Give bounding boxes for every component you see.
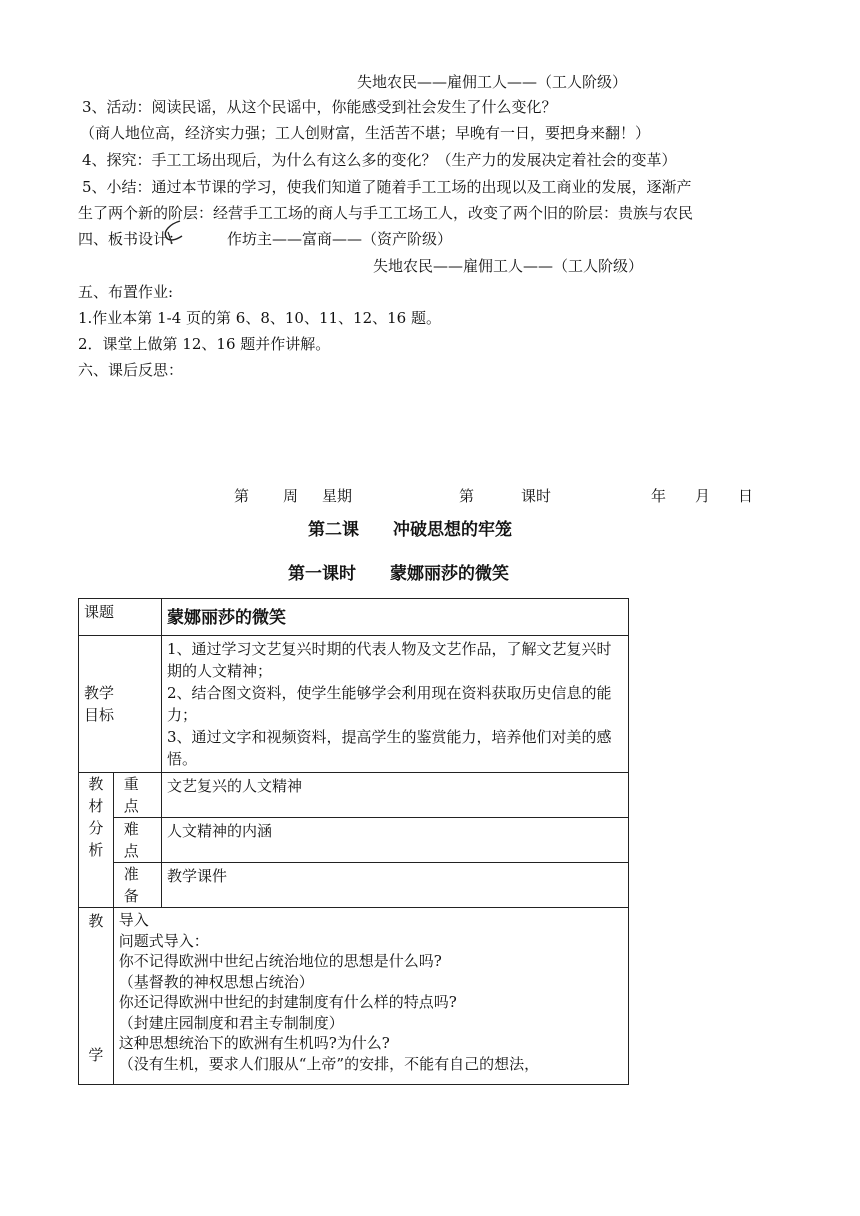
process-label-bottom: 学	[88, 1046, 104, 1064]
week-prefix: 第	[234, 487, 250, 505]
class-line-workers-top: 失地农民——雇佣工人——（工人阶级）	[357, 73, 628, 91]
year-label: 年	[651, 487, 667, 505]
topic-label: 课题	[79, 599, 162, 636]
summary-line-1: 5、小结：通过本节课的学习，使我们知道了随着手工工场的出现以及工商业的发展，逐渐产	[82, 178, 692, 196]
process-line: 你还记得欧洲中世纪的封建制度有什么样的特点吗?	[118, 993, 457, 1011]
process-line: （没有生机，要求人们服从“上帝”的安排，不能有自己的想法，	[118, 1054, 540, 1073]
week-suffix: 周	[283, 487, 299, 505]
difficulty-label: 难点	[123, 820, 139, 860]
goal-item: 2、结合图文资料，使学生能够学会利用现在资料获取历史信息的能力；	[167, 684, 612, 724]
period-title: 第一课时 蒙娜丽莎的微笑	[288, 564, 509, 584]
process-line: 这种思想统治下的欧洲有生机吗?为什么?	[118, 1034, 390, 1052]
analysis-char: 分	[88, 819, 104, 837]
homework-item-2: 2．课堂上做第 12、16 题并作讲解。	[78, 335, 331, 353]
lesson-suffix: 课时	[521, 487, 552, 505]
lesson-title: 第二课 冲破思想的牢笼	[308, 520, 512, 540]
topic-value: 蒙娜丽莎的微笑	[162, 599, 629, 636]
day-label: 日	[738, 487, 754, 505]
handwritten-mark-icon	[160, 218, 186, 246]
goals-cell	[162, 636, 629, 773]
process-label-top: 教	[88, 912, 104, 930]
homework-heading: 五、布置作业:	[78, 283, 174, 301]
prep-value: 教学课件	[162, 863, 629, 908]
key-value: 文艺复兴的人文精神	[162, 773, 629, 818]
analysis-char: 材	[88, 797, 104, 815]
difficulty-label-cell	[113, 818, 161, 863]
class-line-workers: 失地农民——雇佣工人——（工人阶级）	[373, 257, 644, 275]
goal-item: 3、通过文字和视频资料，提高学生的鉴赏能力，培养他们对美的感悟。	[167, 728, 612, 768]
goal-label-cell	[79, 636, 162, 773]
goal-label: 教学目标	[84, 684, 115, 724]
process-line: 你不记得欧洲中世纪占统治地位的思想是什么吗?	[118, 952, 442, 970]
class-line-capitalists: 作坊主——富商——（资产阶级）	[227, 230, 453, 248]
process-line: （基督教的神权思想占统治）	[118, 972, 314, 991]
homework-item-1: 1.作业本第 1-4 页的第 6、8、10、11、12、16 题。	[78, 309, 441, 327]
inquiry-item: 4、探究：手工工场出现后，为什么有这么多的变化？（生产力的发展决定着社会的变革）	[82, 151, 677, 169]
analysis-label	[79, 773, 114, 908]
lesson-plan-table	[78, 598, 629, 1085]
process-label-cell	[79, 908, 114, 1085]
prep-label: 准备	[123, 865, 139, 905]
weekday-label: 星期	[322, 487, 353, 505]
reflection-heading: 六、课后反思：	[78, 361, 184, 379]
key-label: 重点	[123, 775, 139, 815]
key-label-cell	[113, 773, 161, 818]
process-line: （封建庄园制度和君主专制制度）	[118, 1013, 344, 1032]
difficulty-value: 人文精神的内涵	[162, 818, 629, 863]
process-cell	[113, 908, 628, 1085]
summary-line-2: 生了两个新的阶层：经营手工工场的商人与手工工场工人，改变了两个旧的阶层：贵族与农民	[78, 204, 694, 222]
analysis-char: 教	[88, 775, 104, 793]
goal-item: 1、通过学习文艺复兴时期的代表人物及文艺作品，了解文艺复兴时期的人文精神；	[167, 640, 612, 680]
analysis-char: 析	[88, 841, 104, 859]
board-design-heading: 四、板书设计：	[78, 230, 184, 248]
prep-label-cell	[113, 863, 161, 908]
process-line: 导入	[118, 911, 149, 929]
activity-item: 3、活动：阅读民谣，从这个民谣中，你能感受到社会发生了什么变化？	[82, 98, 557, 116]
lesson-prefix: 第	[459, 487, 475, 505]
month-label: 月	[695, 487, 711, 505]
process-line: 问题式导入：	[118, 931, 209, 950]
activity-answer: （商人地位高，经济实力强；工人创财富，生活苦不堪；早晚有一日，要把身来翻！）	[80, 124, 651, 142]
